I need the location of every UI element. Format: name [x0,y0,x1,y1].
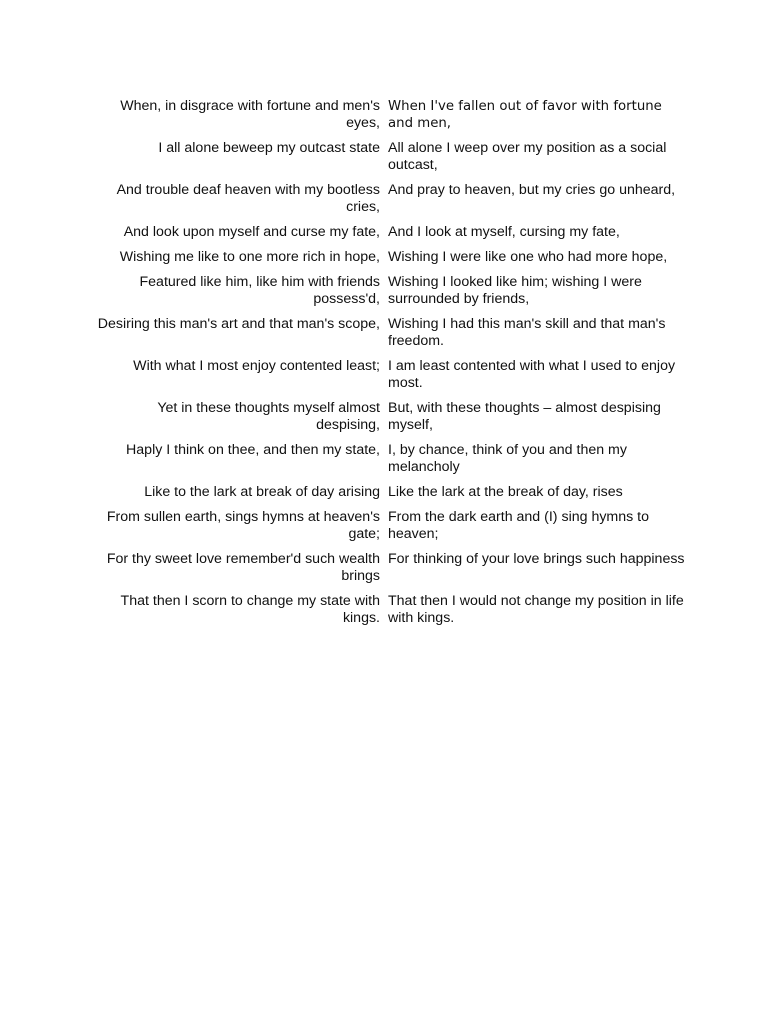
column-gap [380,182,388,224]
original-line: With what I most enjoy contented least; [133,358,380,374]
column-gap [380,442,388,484]
modern-line: All alone I weep over my position as a social outcast, [388,140,667,173]
column-gap [380,400,388,442]
modern-line: For thinking of your love brings such happiness [388,551,685,567]
modern-line: When I've fallen out of favor with fortune and men, [388,99,662,131]
column-gap [380,593,388,635]
original-line: Wishing me like to one more rich in hope, [119,249,380,265]
table-row [90,224,686,249]
original-line: Haply I think on thee, and then my state, [126,442,380,458]
table-row [90,509,686,551]
table-row [90,98,686,140]
column-gap [380,98,388,140]
column-gap [380,249,388,274]
original-line: And look upon myself and curse my fate, [123,224,380,240]
table-row [90,400,686,442]
original-line: That then I scorn to change my state with kings. [120,593,380,626]
modern-line: And pray to heaven, but my cries go unheard, [388,182,676,198]
table-row [90,358,686,400]
original-line: I all alone beweep my outcast state [158,140,380,156]
table-row [90,484,686,509]
modern-line: I am least contented with what I used to enjoy most. [388,358,676,391]
modern-line: That then I would not change my position in life with kings. [388,593,684,626]
original-line: Like to the lark at break of day arising [144,484,380,500]
column-gap [380,358,388,400]
modern-line: Wishing I had this man's skill and that man's freedom. [388,316,666,349]
sonnet-translation-table [90,98,686,635]
modern-line: From the dark earth and (I) sing hymns to heaven; [388,509,650,542]
original-line: For thy sweet love remember'd such wealth brings [106,551,380,584]
table-row [90,140,686,182]
original-line: Yet in these thoughts myself almost despising, [157,400,380,433]
table-row [90,551,686,593]
column-gap [380,509,388,551]
column-gap [380,274,388,316]
table-row [90,182,686,224]
original-line: Featured like him, like him with friends possess'd, [139,274,380,307]
original-line: When, in disgrace with fortune and men's eyes, [120,98,380,131]
modern-line: Wishing I were like one who had more hope, [388,249,668,265]
modern-line: Wishing I looked like him; wishing I were surrounded by friends, [388,274,642,307]
original-line: Desiring this man's art and that man's scope, [97,316,380,332]
modern-line: And I look at myself, cursing my fate, [388,224,620,240]
table-row [90,249,686,274]
column-gap [380,224,388,249]
table-row [90,274,686,316]
modern-line: Like the lark at the break of day, rises [388,484,623,500]
table-row [90,593,686,635]
column-gap [380,140,388,182]
table-row [90,316,686,358]
original-line: From sullen earth, sings hymns at heaven's gate; [106,509,380,542]
column-gap [380,484,388,509]
modern-line: I, by chance, think of you and then my melancholy [388,442,627,475]
modern-line: But, with these thoughts – almost despising myself, [388,400,661,433]
column-gap [380,316,388,358]
table-row [90,442,686,484]
column-gap [380,551,388,593]
original-line: And trouble deaf heaven with my bootless cries, [116,182,380,215]
